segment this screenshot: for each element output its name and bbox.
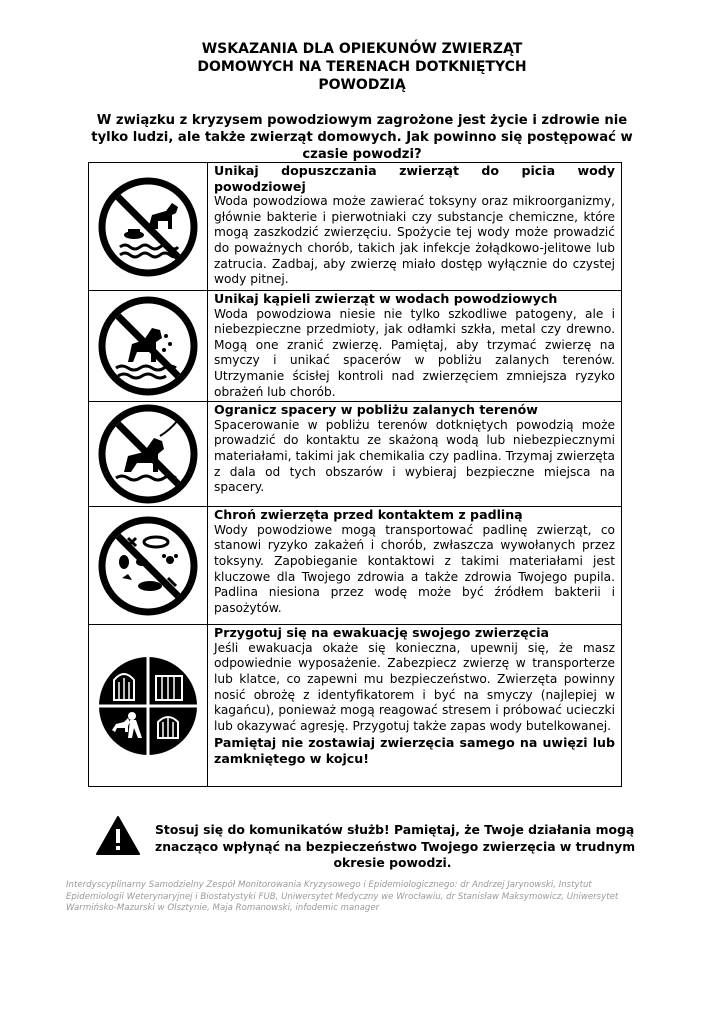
section-body: Wody powodziowe mogą transportować padlinę zwierząt, co stanowi ryzyko zakażeń i chorób, zwłaszcza wywołanych przez toksyny. Zapobieganie kontaktowi z takimi materiałami jest kluczowe dla Twojego zdrowia a także zdrowia Twojego pupila. Padlina niesiona przez wodę może być źródłem bakterii i pasożytów. [214, 522, 615, 615]
intro-line-2: tylko ludzi, ale także zwierząt domowych. Jak powinno się postępować w [91, 130, 633, 145]
table-row [89, 163, 622, 291]
no-carcass-contact-icon [98, 516, 198, 616]
warning-icon [96, 816, 140, 856]
section-body: Jeśli ewakuacja okaże się konieczna, upewnij się, że masz odpowiednie wyposażenie. Zabezpiecz zwierzę w transporterze lub klatce, co zapewni mu bezpieczeństwo. Zwierzęta powinny nosić obrożę z identyfikatorem i być na smyczy (najlepiej w kagańcu), ponieważ mogą reagować stresem i próbować ucieczki lub okazywać agresję. Przygotuj także zapas wody butelkowanej. [214, 640, 615, 733]
table-row [89, 291, 622, 402]
text-cell [208, 163, 622, 291]
text-cell [208, 507, 622, 625]
footer-line-1: Stosuj się do komunikatów służb! Pamiętaj, że Twoje działania mogą [155, 822, 635, 837]
section-heading: Unikaj kąpieli zwierząt w wodach powodziowych [214, 291, 558, 306]
table-row [89, 507, 622, 625]
section-body: Spacerowanie w pobliżu terenów dotkniętych powodzią może prowadzić do kontaktu ze skażoną wodą lub niebezpiecznymi materiałami, takimi jak chemikalia czy padlina. Trzymaj zwierzęta z dala od tych obszarów i wybieraj bezpieczne miejsca na spacery. [214, 417, 615, 495]
section-heading: Chroń zwierzęta przed kontaktem z padliną [214, 507, 523, 523]
credits [66, 880, 666, 915]
icon-cell [89, 507, 208, 625]
text-cell [208, 402, 622, 507]
no-dog-walking-flood-icon [98, 404, 198, 504]
section-body: Woda powodziowa niesie nie tylko szkodliwe patogeny, ale i niebezpieczne przedmioty, jak odłamki szkła, metal czy drewno. Mogą one zranić zwierzę. Pamiętaj, aby trzymać zwierzę na smyczy i unikać spacerów w pobliżu zalanych terenów. Utrzymanie ścisłej kontroli nad zwierzęciem zmniejsza ryzyko obrażeń lub chorób. [214, 306, 615, 399]
credits-line-1: Interdyscyplinarny Samodzielny Zespół Monitorowania Kryzysowego i Epidemiologicznego: dr Andrzej Jarynowski, Instytut [66, 880, 592, 890]
title-line-1: WSKAZANIA DLA OPIEKUNÓW ZWIERZĄT [201, 41, 523, 57]
section-heading: Ogranicz spacery w pobliżu zalanych terenów [214, 402, 538, 418]
icon-cell [89, 163, 208, 291]
no-dog-bathing-icon [98, 296, 198, 396]
section-heading: Unikaj dopuszczania zwierząt do picia wody powodziowej [214, 163, 615, 194]
section-note: Pamiętaj nie zostawiaj zwierzęcia samego na uwięzi lub zamkniętego w kojcu! [214, 735, 615, 766]
footer-line-2: znacząco wpłynąć na bezpieczeństwo Twojego zwierzęcia w trudnym [155, 838, 636, 854]
icon-cell [89, 402, 208, 507]
table-row [89, 625, 622, 787]
title-line-3: POWODZIĄ [318, 77, 406, 93]
icon-cell [89, 625, 208, 787]
icon-cell [89, 291, 208, 402]
section-heading: Przygotuj się na ewakuację swojego zwierzęcia [214, 625, 550, 641]
text-cell [208, 625, 622, 787]
title-line-2: DOMOWYCH NA TERENACH DOTKNIĘTYCH [197, 59, 527, 75]
footer-message [155, 822, 636, 872]
pet-evacuation-icon [96, 654, 200, 758]
no-dog-drinking-icon [98, 177, 198, 277]
intro-line-1: W związku z kryzysem powodziowym zagrożone jest życie i zdrowie nie [96, 113, 628, 128]
footer-line-3: okresie powodzi. [333, 855, 452, 870]
credits-line-2: Epidemiologii Weterynaryjnej i Biostatystyki FUB, Uniwersytet Medyczny we Wrocławiu, dr Stanisław Maksymowicz, Uniwersytet [66, 891, 619, 902]
document-title [0, 40, 724, 94]
table-row [89, 402, 622, 507]
text-cell [208, 291, 622, 402]
guidelines-table [88, 162, 622, 787]
intro-paragraph [70, 112, 654, 163]
section-body: Woda powodziowa może zawierać toksyny oraz mikroorganizmy, głównie bakterie i pierwotniaki czy substancje chemiczne, które mogą zaszkodzić zwierzęciu. Spożycie tej wody może prowadzić do poważnych chorób, takich jak infekcje żołądkowo-jelitowe lub zatrucia. Zadbaj, aby zwierzę miało dostęp wyłącznie do czystej wody pitnej. [214, 194, 615, 287]
credits-line-3: Warmińsko-Mazurski w Olsztynie, Maja Romanowski, infodemic manager [66, 903, 380, 914]
intro-line-3: czasie powodzi? [302, 147, 422, 162]
